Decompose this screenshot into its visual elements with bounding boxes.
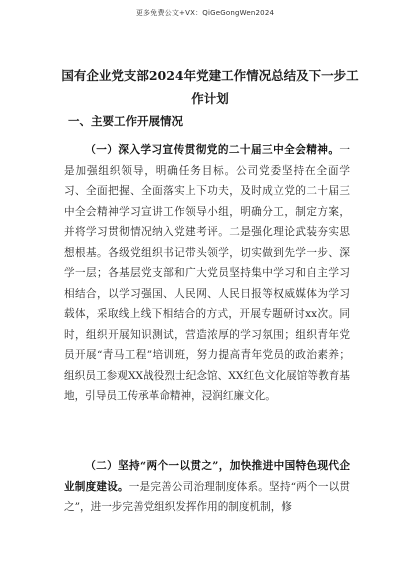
item-1-heading: （一）深入学习宣传贯彻党的二十届三中全会精神。	[85, 144, 340, 156]
section-heading: 一、主要工作开展情况	[68, 114, 183, 128]
item-2-body: 一是完善公司治理制度体系。坚持“两个一以贯之”，进一步完善党组织发挥作用的制度机制，修	[64, 480, 350, 513]
paragraph-item-2	[64, 456, 350, 518]
item-1-body: 一是加强组织领导，明确任务目标。公司党委坚持在全面学习、全面把握、全面落实上下功夫，及时成立党的二十届三中全会精神学习宣讲工作领导小组，明确分工，制定方案，并将学习贯彻情况纳入党建考评。二是强化理论武装夯实思想根基。各级党组织书记带头领学，切实做到先学一步、深学一层；各基层党支部和广大党员坚持集中学习和自主学习相结合，以学习强国、人民网、人民日报等权威媒体为学习载体，采取线上线下相结合的方式，开展专题研讨xx次。同时，组织开展知识测试，营造浓厚的学习氛围；组织青年党员开展“青马工程”培训班，努力提高青年党员的政治素养；组织员工参观XX战役烈士纪念馆、XX红色文化展馆等教育基地，引导员工传承革命精神，浸润红廉文化。	[64, 144, 350, 402]
item-2-heading: （二）坚持“两个一以贯之”，加快推进中国特色现代企业制度建设。	[64, 460, 350, 493]
header-note: 更多免费公文+VX：QiGeGongWen2024	[135, 9, 275, 17]
document-title: 国有企业党支部2024年党建工作情况总结及下一步工作计划	[61, 68, 359, 106]
paragraph-item-1	[64, 140, 350, 407]
